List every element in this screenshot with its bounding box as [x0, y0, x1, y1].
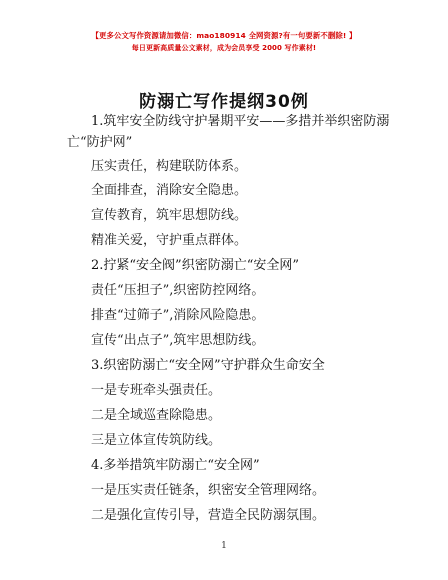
section-heading-1-continued: 亡“防护网” [67, 135, 133, 150]
section-heading-3: 3.织密防溺亡“安全网”守护群众生命安全 [91, 358, 325, 373]
section-heading-2: 2.拧紧“安全阀”织密防溺亡“安全网” [91, 258, 299, 273]
body-line: 压实责任，构建联防体系。 [91, 159, 248, 174]
section-heading-4: 4.多举措筑牢防溺亡“安全网” [91, 458, 260, 473]
body-line: 全面排查，消除安全隐患。 [91, 183, 248, 198]
section-heading-1: 1.筑牢安全防线守护暑期平安——多措并举织密防溺 [91, 114, 390, 129]
promo-banner-line-2: 每日更新高质量公文素材，成为会员享受 2000 写作素材! [131, 44, 317, 52]
body-line: 责任“压担子”,织密防控网络。 [91, 283, 265, 298]
body-line: 精准关爱，守护重点群体。 [91, 233, 248, 248]
page-number: 1 [221, 541, 227, 551]
body-line: 二是强化宣传引导，营造全民防溺氛围。 [91, 508, 326, 523]
document-title: 防溺亡写作提纲30例 [139, 92, 309, 112]
body-line: 二是全域巡查除隐患。 [91, 408, 222, 423]
body-line: 一是压实责任链条，织密安全管理网络。 [91, 483, 326, 498]
body-line: 一是专班牵头强责任。 [91, 383, 222, 398]
body-line: 宣传“出点子”,筑牢思想防线。 [91, 333, 265, 348]
body-line: 三是立体宣传筑防线。 [91, 433, 222, 448]
body-line: 宣传教育，筑牢思想防线。 [91, 208, 248, 223]
body-line: 排查“过筛子”,消除风险隐患。 [91, 308, 265, 323]
promo-banner-line-1: 【更多公文写作资源请加微信：mao180914 全网资源?有一句要新不删除! 】 [91, 31, 357, 40]
